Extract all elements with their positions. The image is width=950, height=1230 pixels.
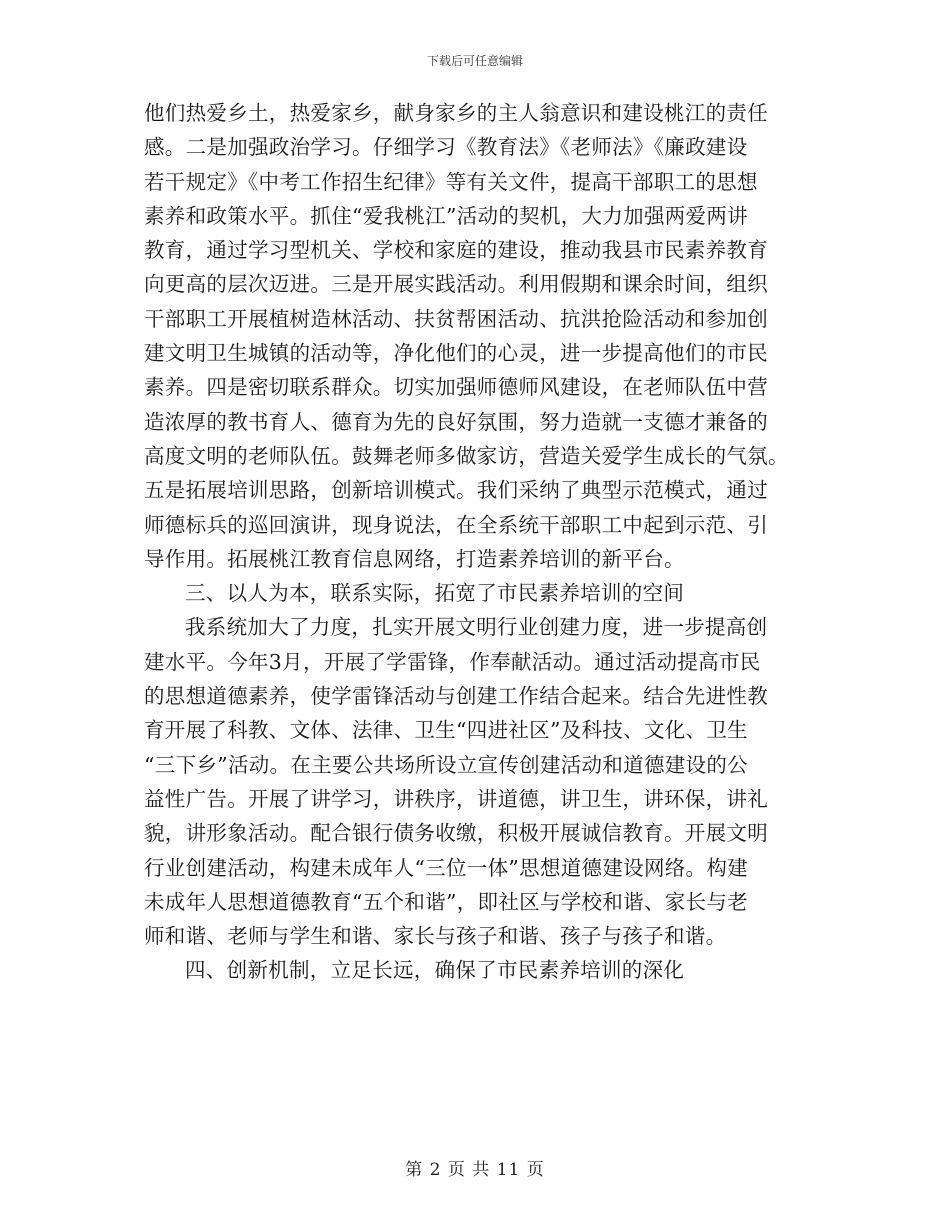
section-heading: 四、创新机制，立足长远，确保了市民素养培训的深化	[185, 958, 685, 983]
text-line: 高度文明的老师队伍。鼓舞老师多做家访，营造关爱学生成长的气氛。	[144, 443, 789, 468]
text-line: 五是拓展培训思路，创新培训模式。我们采纳了典型示范模式，通过	[144, 478, 768, 503]
text-line: 素养和政策水平。抓住“爱我桃江”活动的契机，大力加强两爱两讲	[144, 203, 748, 228]
text-line: 貌，讲形象活动。配合银行债务收缴，积极开展诚信教育。开展文明	[144, 821, 768, 846]
text-line: 造浓厚的教书育人、德育为先的良好氛围，努力造就一支德才兼备的	[144, 409, 768, 434]
text-line: 师和谐、老师与学生和谐、家长与孩子和谐、孩子与孩子和谐。	[144, 924, 727, 949]
text-line: 育开展了科教、文体、法律、卫生“四进社区”及科技、文化、卫生	[144, 718, 748, 743]
text-line: 建文明卫生城镇的活动等，净化他们的心灵，进一步提高他们的市民	[144, 341, 768, 366]
text-line: 益性广告。开展了讲学习，讲秩序，讲道德，讲卫生，讲环保，讲礼	[144, 786, 768, 811]
text-line: 行业创建活动，构建未成年人“三位一体”思想道德建设网络。构建	[144, 855, 748, 880]
text-line: 未成年人思想道德教育“五个和谐”，即社区与学校和谐、家长与老	[144, 889, 748, 914]
text-line: 教育，通过学习型机关、学校和家庭的建设，推动我县市民素养教育	[144, 238, 768, 263]
text-line: 干部职工开展植树造林活动、扶贫帮困活动、抗洪抢险活动和参加创	[144, 306, 768, 331]
text-line: 导作用。拓展桃江教育信息网络，打造素养培训的新平台。	[144, 546, 685, 571]
text-line: 我系统加大了力度，扎实开展文明行业创建力度，进一步提高创	[185, 615, 768, 640]
text-line: 师德标兵的巡回演讲，现身说法，在全系统干部职工中起到示范、引	[144, 512, 768, 537]
section-heading: 三、以人为本，联系实际，拓宽了市民素养培训的空间	[185, 581, 685, 606]
document-body	[144, 96, 806, 988]
text-line: 感。二是加强政治学习。仔细学习《教育法》《老师法》《廉政建设	[144, 135, 748, 160]
text-line: “三下乡”活动。在主要公共场所设立宣传创建活动和道德建设的公	[144, 752, 748, 777]
text-line: 的思想道德素养，使学雷锋活动与创建工作结合起来。结合先进性教	[144, 684, 768, 709]
page-footer: 第 2 页 共 11 页	[405, 1160, 545, 1180]
text-line: 建水平。今年3月，开展了学雷锋，作奉献活动。通过活动提高市民	[144, 649, 761, 674]
page-header: 下载后可任意编辑	[426, 54, 523, 68]
text-line: 他们热爱乡土，热爱家乡，献身家乡的主人翁意识和建设桃江的责任	[144, 101, 768, 125]
text-line: 若干规定》《中考工作招生纪律》等有关文件，提高干部职工的思想	[144, 169, 758, 194]
text-line: 素养。四是密切联系群众。切实加强师德师风建设，在老师队伍中营	[144, 375, 768, 400]
text-line: 向更高的层次迈进。三是开展实践活动。利用假期和课余时间，组织	[144, 272, 768, 297]
